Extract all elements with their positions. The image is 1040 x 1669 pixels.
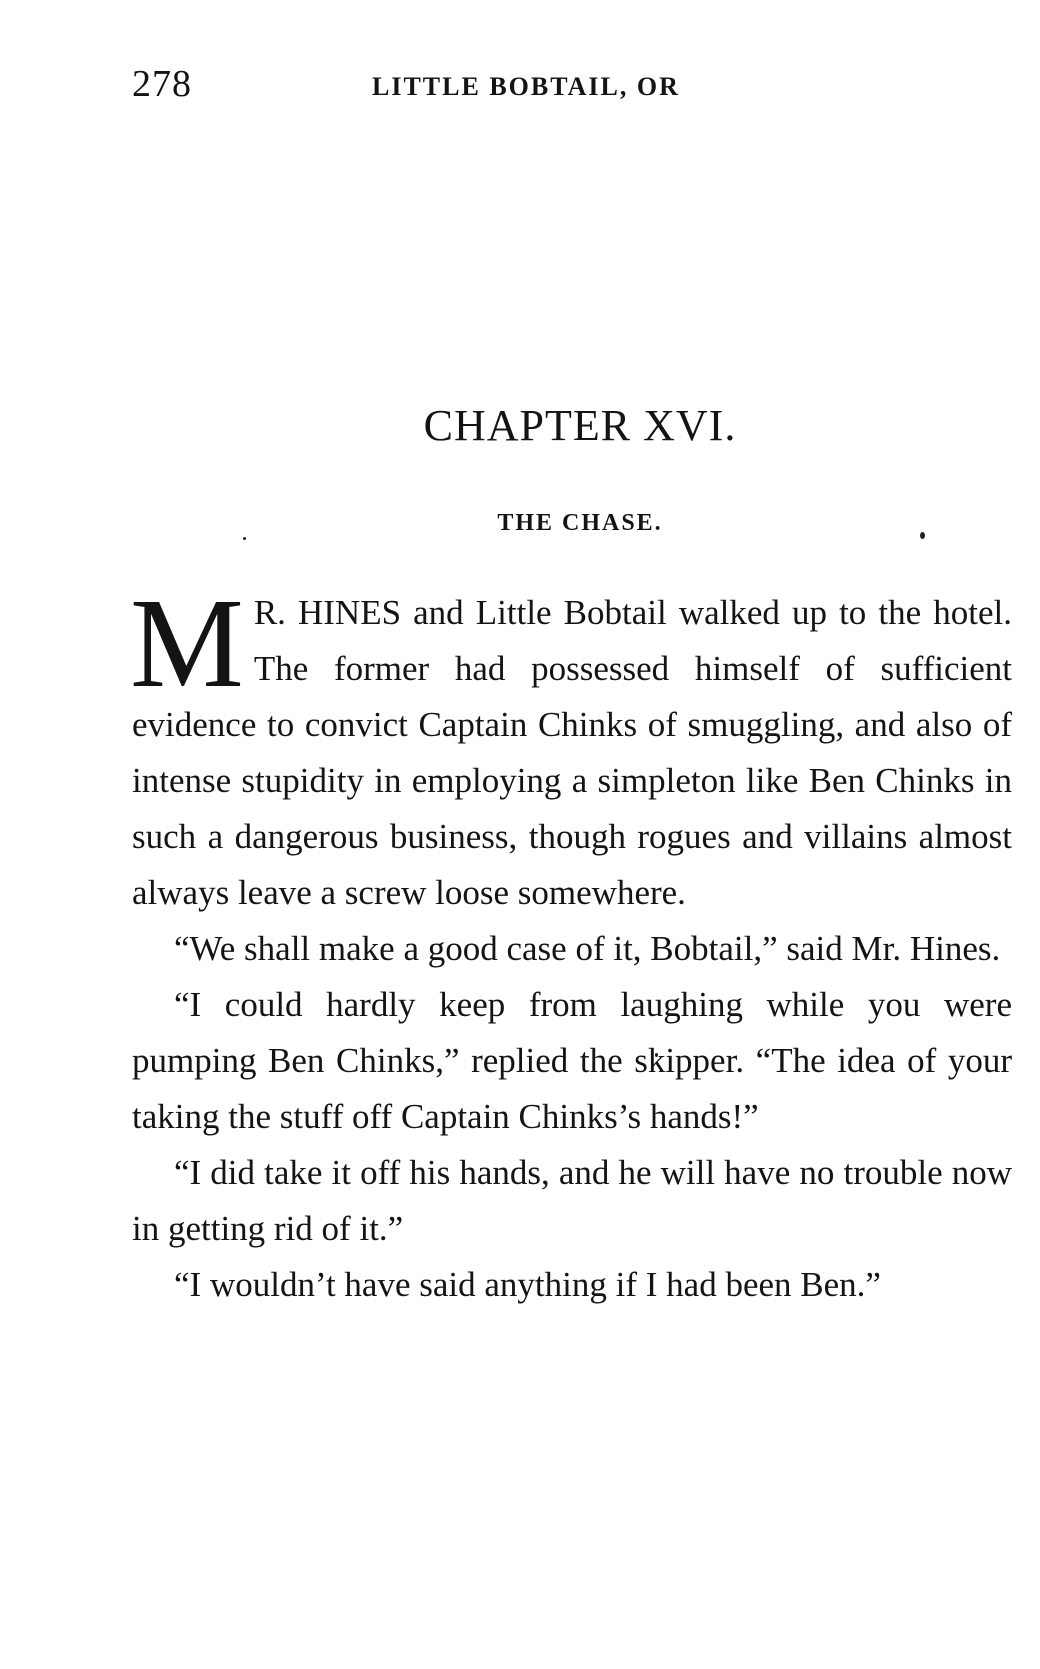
paragraph: “I wouldn’t have said anything if I had been Ben.” xyxy=(174,1265,881,1304)
running-title: LITTLE BOBTAIL, OR xyxy=(372,72,680,101)
drop-cap: M xyxy=(130,572,244,714)
page-number: 278 xyxy=(132,63,192,105)
chapter-subtitle: THE CHASE. xyxy=(497,510,663,536)
paragraph xyxy=(130,572,1012,921)
chapter-heading: CHAPTER XVI. xyxy=(423,401,737,450)
paragraph-text: R. HINES and Little Bobtail walked up to the hotel. The former had possessed himself of sufficient evidence to convict Captain Chinks of smuggling, and also of intense stupidity in employing a simpleton like Ben Chinks in such a dangerous business, though rogues and villains almost always leave a screw loose somewhere. xyxy=(132,593,1012,912)
paragraph: “I could hardly keep from laughing while you were pumping Ben Chinks,” replied the skipper. “The idea of your taking the stuff off Captain Chinks’s hands!” xyxy=(132,985,1012,1136)
ink-speck xyxy=(243,537,246,540)
running-head xyxy=(132,62,1012,112)
ink-speck xyxy=(920,532,925,539)
paragraph: “We shall make a good case of it, Bobtail,” said Mr. Hines. xyxy=(174,929,1001,968)
paragraph: “I did take it off his hands, and he will have no trouble now in getting rid of it.” xyxy=(132,1153,1012,1248)
chapter-body xyxy=(130,572,1012,1313)
